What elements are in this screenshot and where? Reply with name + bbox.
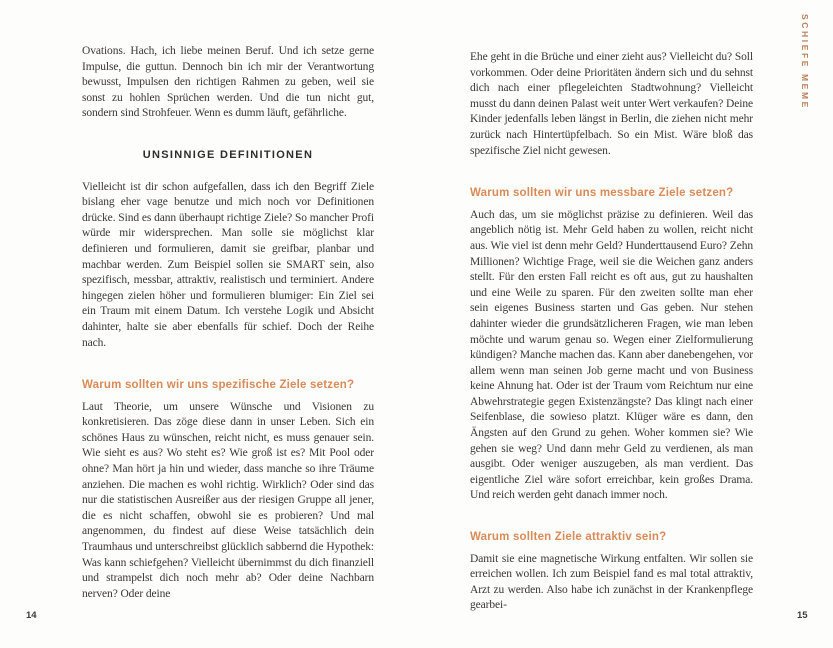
right-subheading-measurable-goals: Warum sollten wir uns messbare Ziele setzen?	[470, 187, 734, 200]
right-paragraph-2: Auch das, um sie möglichst präzise zu definieren. Weil das angeblich nötig ist. Mehr Geld haben zu wollen, reicht nicht aus. Wie viel ist denn mehr Geld? Hunderttausend Euro? Zehn Millionen? Wichtige Frage, weil sie die Weichen ganz anders stellt. Für den ersten Fall reicht es oft aus, gut zu haushalten und eine Weile zu sparen. Für den zweiten sollte man eher sein eigenes Business starten und Gas geben. Nur stehen dahinter wieder die grundsätzlicheren Fragen, wie man leben möchte und warum genau so. Wegen einer Zielformulierung kündigen? Manche machen das. Kann aber danebengehen, vor allem wenn man seinen Job gerne macht und von Business keine Ahnung hat. Oder ist der Traum vom Reichtum nur eine Abwehrstrategie gegen Existenzängste? Das klingt nach einer Seifenblase, die sowieso platzt. Klüger wäre es dann, den Ängsten auf den Grund zu gehen. Woher kommen sie? Wie gehen sie weg? Und dann mehr Geld zu verdienen, als man ausgibt. Oder weniger auszugeben, als man verdient. Das eigentliche Ziel wäre sofort erreichbar, kein großes Drama. Und reich werden geht danach immer noch.	[470, 208, 753, 502]
left-paragraph-2: Vielleicht ist dir schon aufgefallen, dass ich den Begriff Ziele bislang eher vage benutze und mich noch vor Definitionen drücke. Sind es dann überhaupt richtige Ziele? So mancher Profi würde mir widersprechen. Man solle sie möglichst klar definieren und formulieren, damit sie greifbar, planbar und machbar werden. Zum Beispiel sollen sie SMART sein, also spezifisch, messbar, attraktiv, realistisch und terminiert. Andere hingegen zielen höher und formulieren blumiger: Ein Ziel sei ein Traum mit einem Datum. Ich verstehe Logik und Absicht dahinter, halte sie aber ebenfalls für schief. Doch der Reihe nach.	[82, 180, 374, 349]
right-page-number: 15	[797, 610, 808, 621]
left-page-text-column	[82, 44, 374, 602]
left-paragraph-1: Ovations. Hach, ich liebe meinen Beruf. Und ich setze gerne Impulse, die guttun. Dennoch bin ich mir der Verantwortung bewusst, Impulsen den richtigen Rahmen zu geben, weil sie sonst zu hohlen Sprüchen werden. Und die tun nicht gut, sondern sind Strohfeuer. Wenn es dumm läuft, gefährliche.	[82, 45, 374, 120]
left-page-number: 14	[26, 610, 37, 621]
right-subheading-attractive-goals: Warum sollten Ziele attraktiv sein?	[470, 531, 667, 544]
left-paragraph-3: Laut Theorie, um unsere Wünsche und Visionen zu konkretisieren. Das zöge diese dann in unser Leben. Sich ein schönes Haus zu wünschen, reicht nicht, es muss genauer sein. Wie sieht es aus? Wo steht es? Wie groß ist es? Mit Pool oder ohne? Man hört ja hin und wieder, dass manche so ihre Träume anziehen. Die machen es wohl richtig. Wirklich? Oder sind das nur die statistischen Ausreißer aus der riesigen Gruppe all jener, die es nicht schaffen, obwohl sie es probieren? Und mal angenommen, du findest auf diese Weise tatsächlich dein Traumhaus und unterschreibst glücklich sabbernd die Hypothek: Was kann schiefgehen? Vielleicht übernimmst du dich finanziell und strampelst dich noch mehr ab? Oder deine Nachbarn nerven? Oder deine	[82, 400, 374, 600]
chapter-tab-label: SCHIEFE MEME	[800, 14, 810, 110]
section-heading: UNSINNIGE DEFINITIONEN	[142, 148, 314, 161]
right-paragraph-3: Damit sie eine magnetische Wirkung entfalten. Wir sollen sie erreichen wollen. Ich zum Beispiel fand es mal total attraktiv, Arzt zu werden. Also habe ich zunächst in der Krankenpflege gearbei-	[470, 552, 753, 612]
left-subheading-specific-goals: Warum sollten wir uns spezifische Ziele setzen?	[82, 379, 355, 392]
right-paragraph-1: Ehe geht in die Brüche und einer zieht aus? Vielleicht du? Soll vorkommen. Oder deine Prioritäten ändern sich und du sehnst dich nach einer pflegeleichten Stadtwohnung? Vielleicht musst du dann deinen Palast weit unter Wert verkaufen? Deine Kinder jedenfalls leben längst in Berlin, die ziehen nicht mehr zurück nach Hintertüpfelbach. So ein Mist. Wäre bloß das spezifische Ziel nicht gewesen.	[470, 51, 753, 157]
right-page-text-column	[470, 50, 753, 614]
